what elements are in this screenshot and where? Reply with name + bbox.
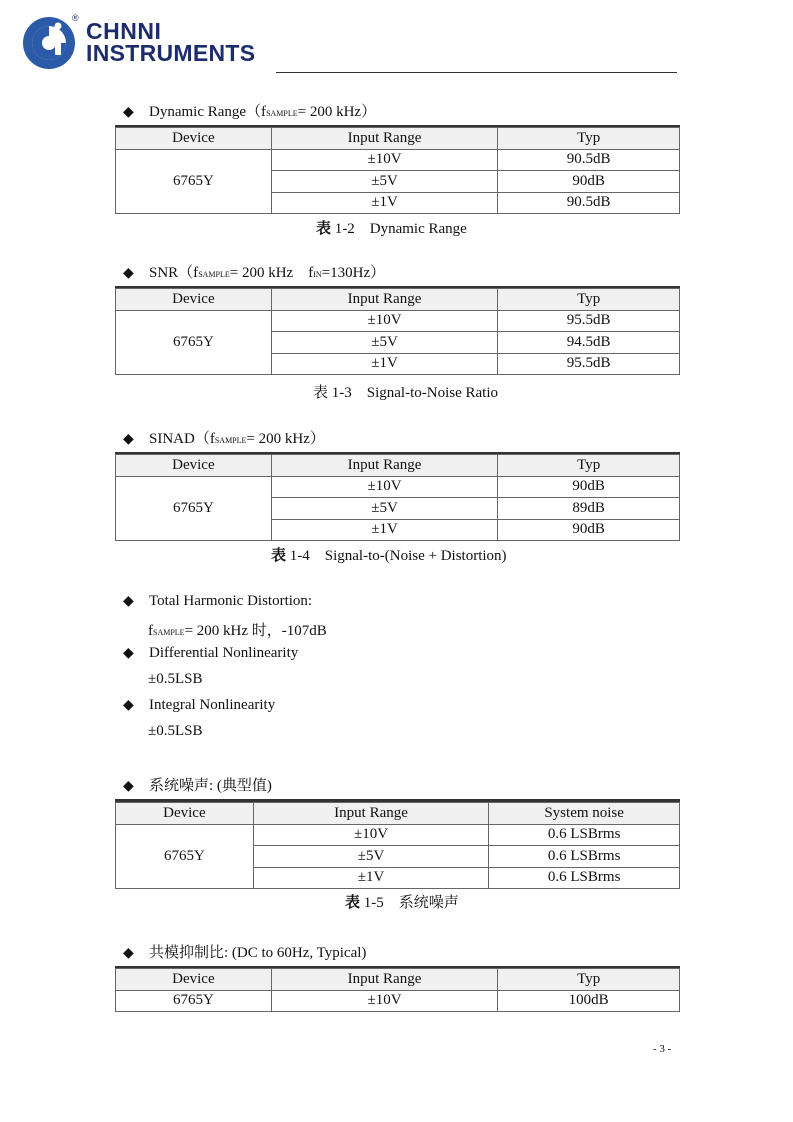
column-header: Typ bbox=[498, 455, 680, 477]
brand-name-line1: CHNNI bbox=[86, 18, 162, 44]
diamond-bullet-icon: ◆ bbox=[123, 778, 134, 794]
column-header: Input Range bbox=[253, 803, 489, 825]
range-cell: ±5V bbox=[253, 846, 489, 868]
heading-text: Integral Nonlinearity bbox=[149, 697, 276, 713]
heading-subscript: SAMPLE bbox=[198, 270, 230, 279]
table-header-row bbox=[116, 455, 680, 477]
snr-heading bbox=[123, 261, 385, 282]
column-header: Input Range bbox=[271, 128, 498, 150]
dynamic-range-heading bbox=[123, 100, 376, 121]
device-cell: 6765Y bbox=[116, 990, 272, 1012]
value-text-end: = 200 kHz 时，-107dB bbox=[184, 623, 327, 639]
table-caption bbox=[271, 544, 507, 565]
range-cell: ±1V bbox=[271, 519, 498, 541]
sinad-heading bbox=[123, 427, 325, 448]
column-header: Typ bbox=[498, 289, 680, 311]
table-row bbox=[116, 476, 680, 498]
value-cell: 100dB bbox=[498, 990, 680, 1012]
table-row bbox=[116, 310, 680, 332]
diamond-bullet-icon: ◆ bbox=[123, 945, 134, 961]
table-header-row bbox=[116, 289, 680, 311]
thd-value bbox=[148, 619, 327, 640]
value-cell: 89dB bbox=[498, 498, 680, 520]
range-cell: ±1V bbox=[253, 867, 489, 889]
heading-text: 共模抑制比: (DC to 60Hz, Typical) bbox=[149, 945, 367, 961]
heading-text-end: = 200 kHz） bbox=[297, 104, 377, 120]
value-cell: 90dB bbox=[498, 519, 680, 541]
column-header: Device bbox=[116, 455, 272, 477]
system-noise-table bbox=[115, 802, 680, 889]
table-row bbox=[116, 990, 680, 1012]
table-header-row bbox=[116, 128, 680, 150]
table-row bbox=[116, 824, 680, 846]
range-cell: ±1V bbox=[271, 192, 498, 214]
cmrr-heading bbox=[123, 941, 366, 962]
sinad-table bbox=[115, 454, 680, 541]
snr-table bbox=[115, 288, 680, 375]
range-cell: ±1V bbox=[271, 353, 498, 375]
heading-text: Dynamic Range（f bbox=[149, 104, 267, 120]
range-cell: ±10V bbox=[271, 476, 498, 498]
system-noise-heading bbox=[123, 774, 272, 795]
value-subscript: SAMPLE bbox=[153, 628, 185, 637]
caption-text: 1-3 Signal-to-Noise Ratio bbox=[331, 385, 498, 401]
brand-name-line2: INSTRUMENTS bbox=[86, 40, 256, 66]
column-header: Input Range bbox=[271, 969, 498, 991]
range-cell: ±10V bbox=[271, 990, 498, 1012]
column-header: Device bbox=[116, 969, 272, 991]
range-cell: ±10V bbox=[271, 149, 498, 171]
value-text: f bbox=[148, 623, 153, 639]
diamond-bullet-icon: ◆ bbox=[123, 431, 134, 447]
caption-text: 1-4 Signal-to-(Noise + Distortion) bbox=[289, 548, 507, 564]
column-header: Device bbox=[116, 128, 272, 150]
table-caption bbox=[345, 891, 459, 912]
company-logo bbox=[22, 14, 76, 72]
device-cell: 6765Y bbox=[116, 476, 272, 541]
heading-text: Total Harmonic Distortion: bbox=[149, 593, 313, 609]
column-header: Typ bbox=[498, 969, 680, 991]
diamond-bullet-icon: ◆ bbox=[123, 265, 134, 281]
heading-subscript: SAMPLE bbox=[266, 109, 298, 118]
caption-text: 1-2 Dynamic Range bbox=[334, 221, 467, 237]
range-cell: ±10V bbox=[253, 824, 489, 846]
heading-text: Differential Nonlinearity bbox=[149, 645, 299, 661]
range-cell: ±5V bbox=[271, 171, 498, 193]
value-cell: 0.6 LSBrms bbox=[489, 824, 680, 846]
value-cell: 90.5dB bbox=[498, 149, 680, 171]
heading-text: SINAD（f bbox=[149, 431, 215, 447]
heading-subscript: SAMPLE bbox=[214, 436, 247, 445]
table-row bbox=[116, 149, 680, 171]
diamond-bullet-icon: ◆ bbox=[123, 697, 134, 713]
value-cell: 94.5dB bbox=[498, 332, 680, 354]
range-cell: ±10V bbox=[271, 310, 498, 332]
page-number: - 3 - bbox=[653, 1043, 672, 1055]
table-header-row bbox=[116, 803, 680, 825]
dynamic-range-table bbox=[115, 127, 680, 214]
device-cell: 6765Y bbox=[116, 149, 272, 214]
value-cell: 0.6 LSBrms bbox=[489, 867, 680, 889]
table-header-row bbox=[116, 969, 680, 991]
heading-text: SNR（f bbox=[149, 265, 199, 281]
inl-heading bbox=[123, 697, 275, 714]
inl-value: ±0.5LSB bbox=[148, 723, 203, 739]
device-cell: 6765Y bbox=[116, 824, 254, 889]
diamond-bullet-icon: ◆ bbox=[123, 593, 134, 609]
heading-text: 系统噪声: (典型值) bbox=[149, 778, 272, 794]
value-cell: 90dB bbox=[498, 476, 680, 498]
heading-subscript: IN bbox=[313, 270, 322, 279]
table-caption bbox=[313, 381, 498, 402]
caption-label: 表 bbox=[271, 548, 287, 564]
caption-label: 表 bbox=[313, 385, 329, 401]
dnl-heading bbox=[123, 645, 298, 662]
table-caption bbox=[316, 217, 467, 238]
registered-mark: ® bbox=[72, 13, 79, 23]
column-header: Input Range bbox=[271, 289, 498, 311]
range-cell: ±5V bbox=[271, 332, 498, 354]
column-header: System noise bbox=[489, 803, 680, 825]
thd-heading bbox=[123, 593, 312, 610]
column-header: Typ bbox=[498, 128, 680, 150]
value-cell: 90dB bbox=[498, 171, 680, 193]
caption-label: 表 bbox=[316, 221, 332, 237]
heading-text-end: =130Hz） bbox=[321, 265, 386, 281]
heading-text-end: = 200 kHz） bbox=[246, 431, 325, 447]
value-cell: 0.6 LSBrms bbox=[489, 846, 680, 868]
heading-text-mid: = 200 kHz f bbox=[229, 265, 314, 281]
header-rule bbox=[276, 72, 677, 73]
caption-label: 表 bbox=[345, 895, 361, 911]
range-cell: ±5V bbox=[271, 498, 498, 520]
device-cell: 6765Y bbox=[116, 310, 272, 375]
diamond-bullet-icon: ◆ bbox=[123, 645, 134, 661]
value-cell: 95.5dB bbox=[498, 310, 680, 332]
cmrr-table bbox=[115, 968, 680, 1012]
value-cell: 90.5dB bbox=[498, 192, 680, 214]
column-header: Input Range bbox=[271, 455, 498, 477]
dnl-value: ±0.5LSB bbox=[148, 671, 203, 687]
caption-text: 1-5 系统噪声 bbox=[363, 895, 459, 911]
column-header: Device bbox=[116, 289, 272, 311]
value-cell: 95.5dB bbox=[498, 353, 680, 375]
column-header: Device bbox=[116, 803, 254, 825]
diamond-bullet-icon: ◆ bbox=[123, 104, 134, 120]
